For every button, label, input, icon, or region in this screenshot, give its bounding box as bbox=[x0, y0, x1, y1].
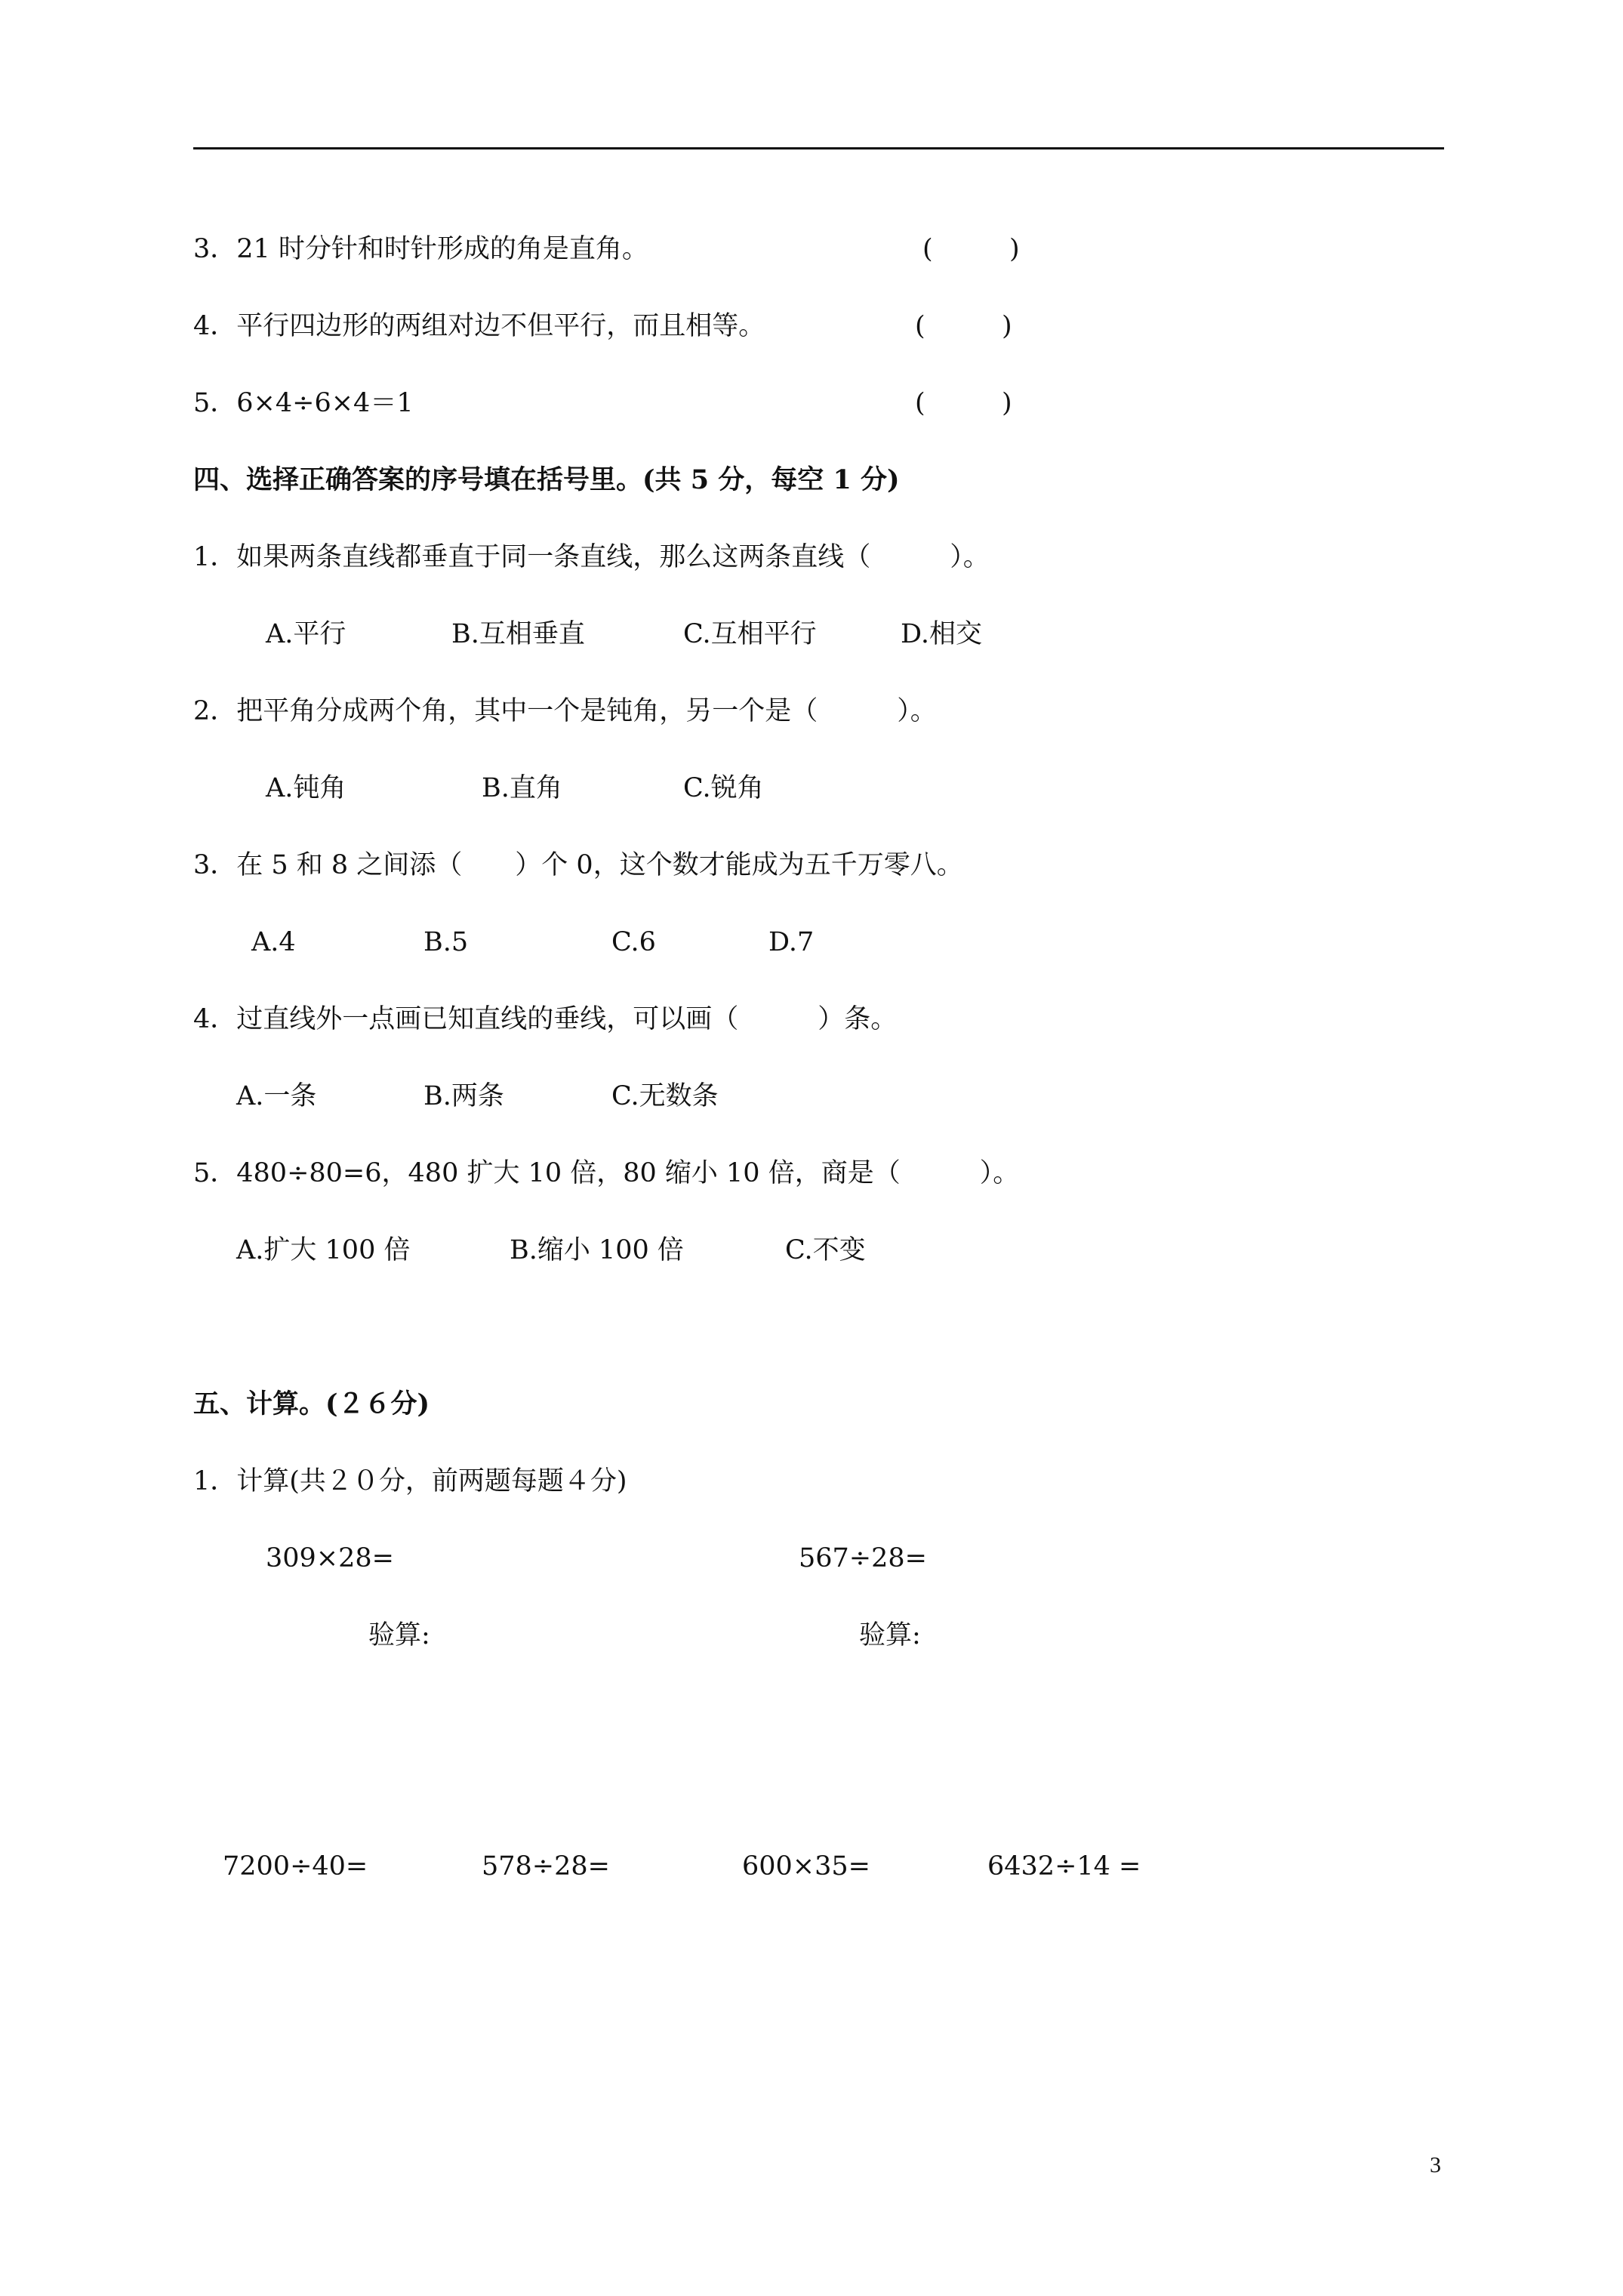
s4-q3-option-a: A.4 bbox=[251, 927, 296, 957]
s4-q5-option-a: A.扩大 100 倍 bbox=[236, 1235, 411, 1265]
s4-q1-option-b: B.互相垂直 bbox=[451, 619, 585, 649]
judge-q3-open-paren: ( bbox=[922, 234, 933, 264]
s4-q3-option-d: D.7 bbox=[768, 927, 815, 957]
s4-q3-option-b: B.5 bbox=[423, 927, 469, 957]
s4-q4-option-b: B.两条 bbox=[423, 1081, 504, 1111]
section5-title: 五、计算。(２６分) bbox=[193, 1388, 430, 1419]
s4-q5-option-b: B.缩小 100 倍 bbox=[510, 1235, 684, 1265]
s4-q3-stem: 3．在 5 和 8 之间添（ ）个 0，这个数才能成为五千万零八。 bbox=[193, 850, 963, 880]
s5-problem-2: 567÷28= bbox=[799, 1543, 927, 1573]
s4-q3-option-c: C.6 bbox=[611, 927, 656, 957]
judge-q4-close-paren: ) bbox=[1002, 311, 1012, 341]
judge-q5-open-paren: ( bbox=[915, 388, 925, 418]
s5-verify-1: 验算: bbox=[368, 1620, 430, 1650]
s5-row-problem-4: 6432÷14 = bbox=[987, 1851, 1141, 1881]
s5-sub1: 1．计算(共２０分，前两题每题４分) bbox=[193, 1466, 627, 1496]
s4-q1-stem: 1．如果两条直线都垂直于同一条直线，那么这两条直线（ ）。 bbox=[193, 542, 990, 572]
s4-q2-stem: 2．把平角分成两个角，其中一个是钝角，另一个是（ ）。 bbox=[193, 696, 937, 726]
s4-q4-option-a: A.一条 bbox=[236, 1081, 317, 1111]
judge-q5: 5．6×4÷6×4＝1 bbox=[193, 388, 414, 418]
s4-q1-option-a: A.平行 bbox=[266, 619, 346, 649]
judge-q4: 4．平行四边形的两组对边不但平行，而且相等。 bbox=[193, 311, 765, 341]
section4-title: 四、选择正确答案的序号填在括号里。(共 5 分，每空 1 分) bbox=[193, 464, 900, 495]
header-rule bbox=[193, 147, 1444, 149]
s4-q2-option-a: A.钝角 bbox=[266, 773, 346, 803]
judge-q3: 3．21 时分针和时针形成的角是直角。 bbox=[193, 234, 648, 264]
s5-row-problem-1: 7200÷40= bbox=[223, 1851, 368, 1881]
s4-q5-stem: 5．480÷80=6，480 扩大 10 倍，80 缩小 10 倍，商是（ ）。 bbox=[193, 1158, 1020, 1188]
s5-row-problem-2: 578÷28= bbox=[482, 1851, 610, 1881]
s4-q2-option-b: B.直角 bbox=[482, 773, 562, 803]
s4-q1-option-c: C.互相平行 bbox=[683, 619, 817, 649]
s4-q4-stem: 4．过直线外一点画已知直线的垂线，可以画（ ）条。 bbox=[193, 1004, 898, 1034]
s4-q1-option-d: D.相交 bbox=[901, 619, 982, 649]
judge-q3-close-paren: ) bbox=[1009, 234, 1020, 264]
s4-q4-option-c: C.无数条 bbox=[611, 1081, 719, 1111]
judge-q4-open-paren: ( bbox=[915, 311, 925, 341]
s5-row-problem-3: 600×35= bbox=[742, 1851, 870, 1881]
page-number: 3 bbox=[1430, 2153, 1441, 2177]
s4-q2-option-c: C.锐角 bbox=[683, 773, 764, 803]
s4-q5-option-c: C.不变 bbox=[785, 1235, 866, 1265]
s5-verify-2: 验算: bbox=[859, 1620, 921, 1650]
judge-q5-close-paren: ) bbox=[1002, 388, 1012, 418]
s5-problem-1: 309×28= bbox=[266, 1543, 394, 1573]
